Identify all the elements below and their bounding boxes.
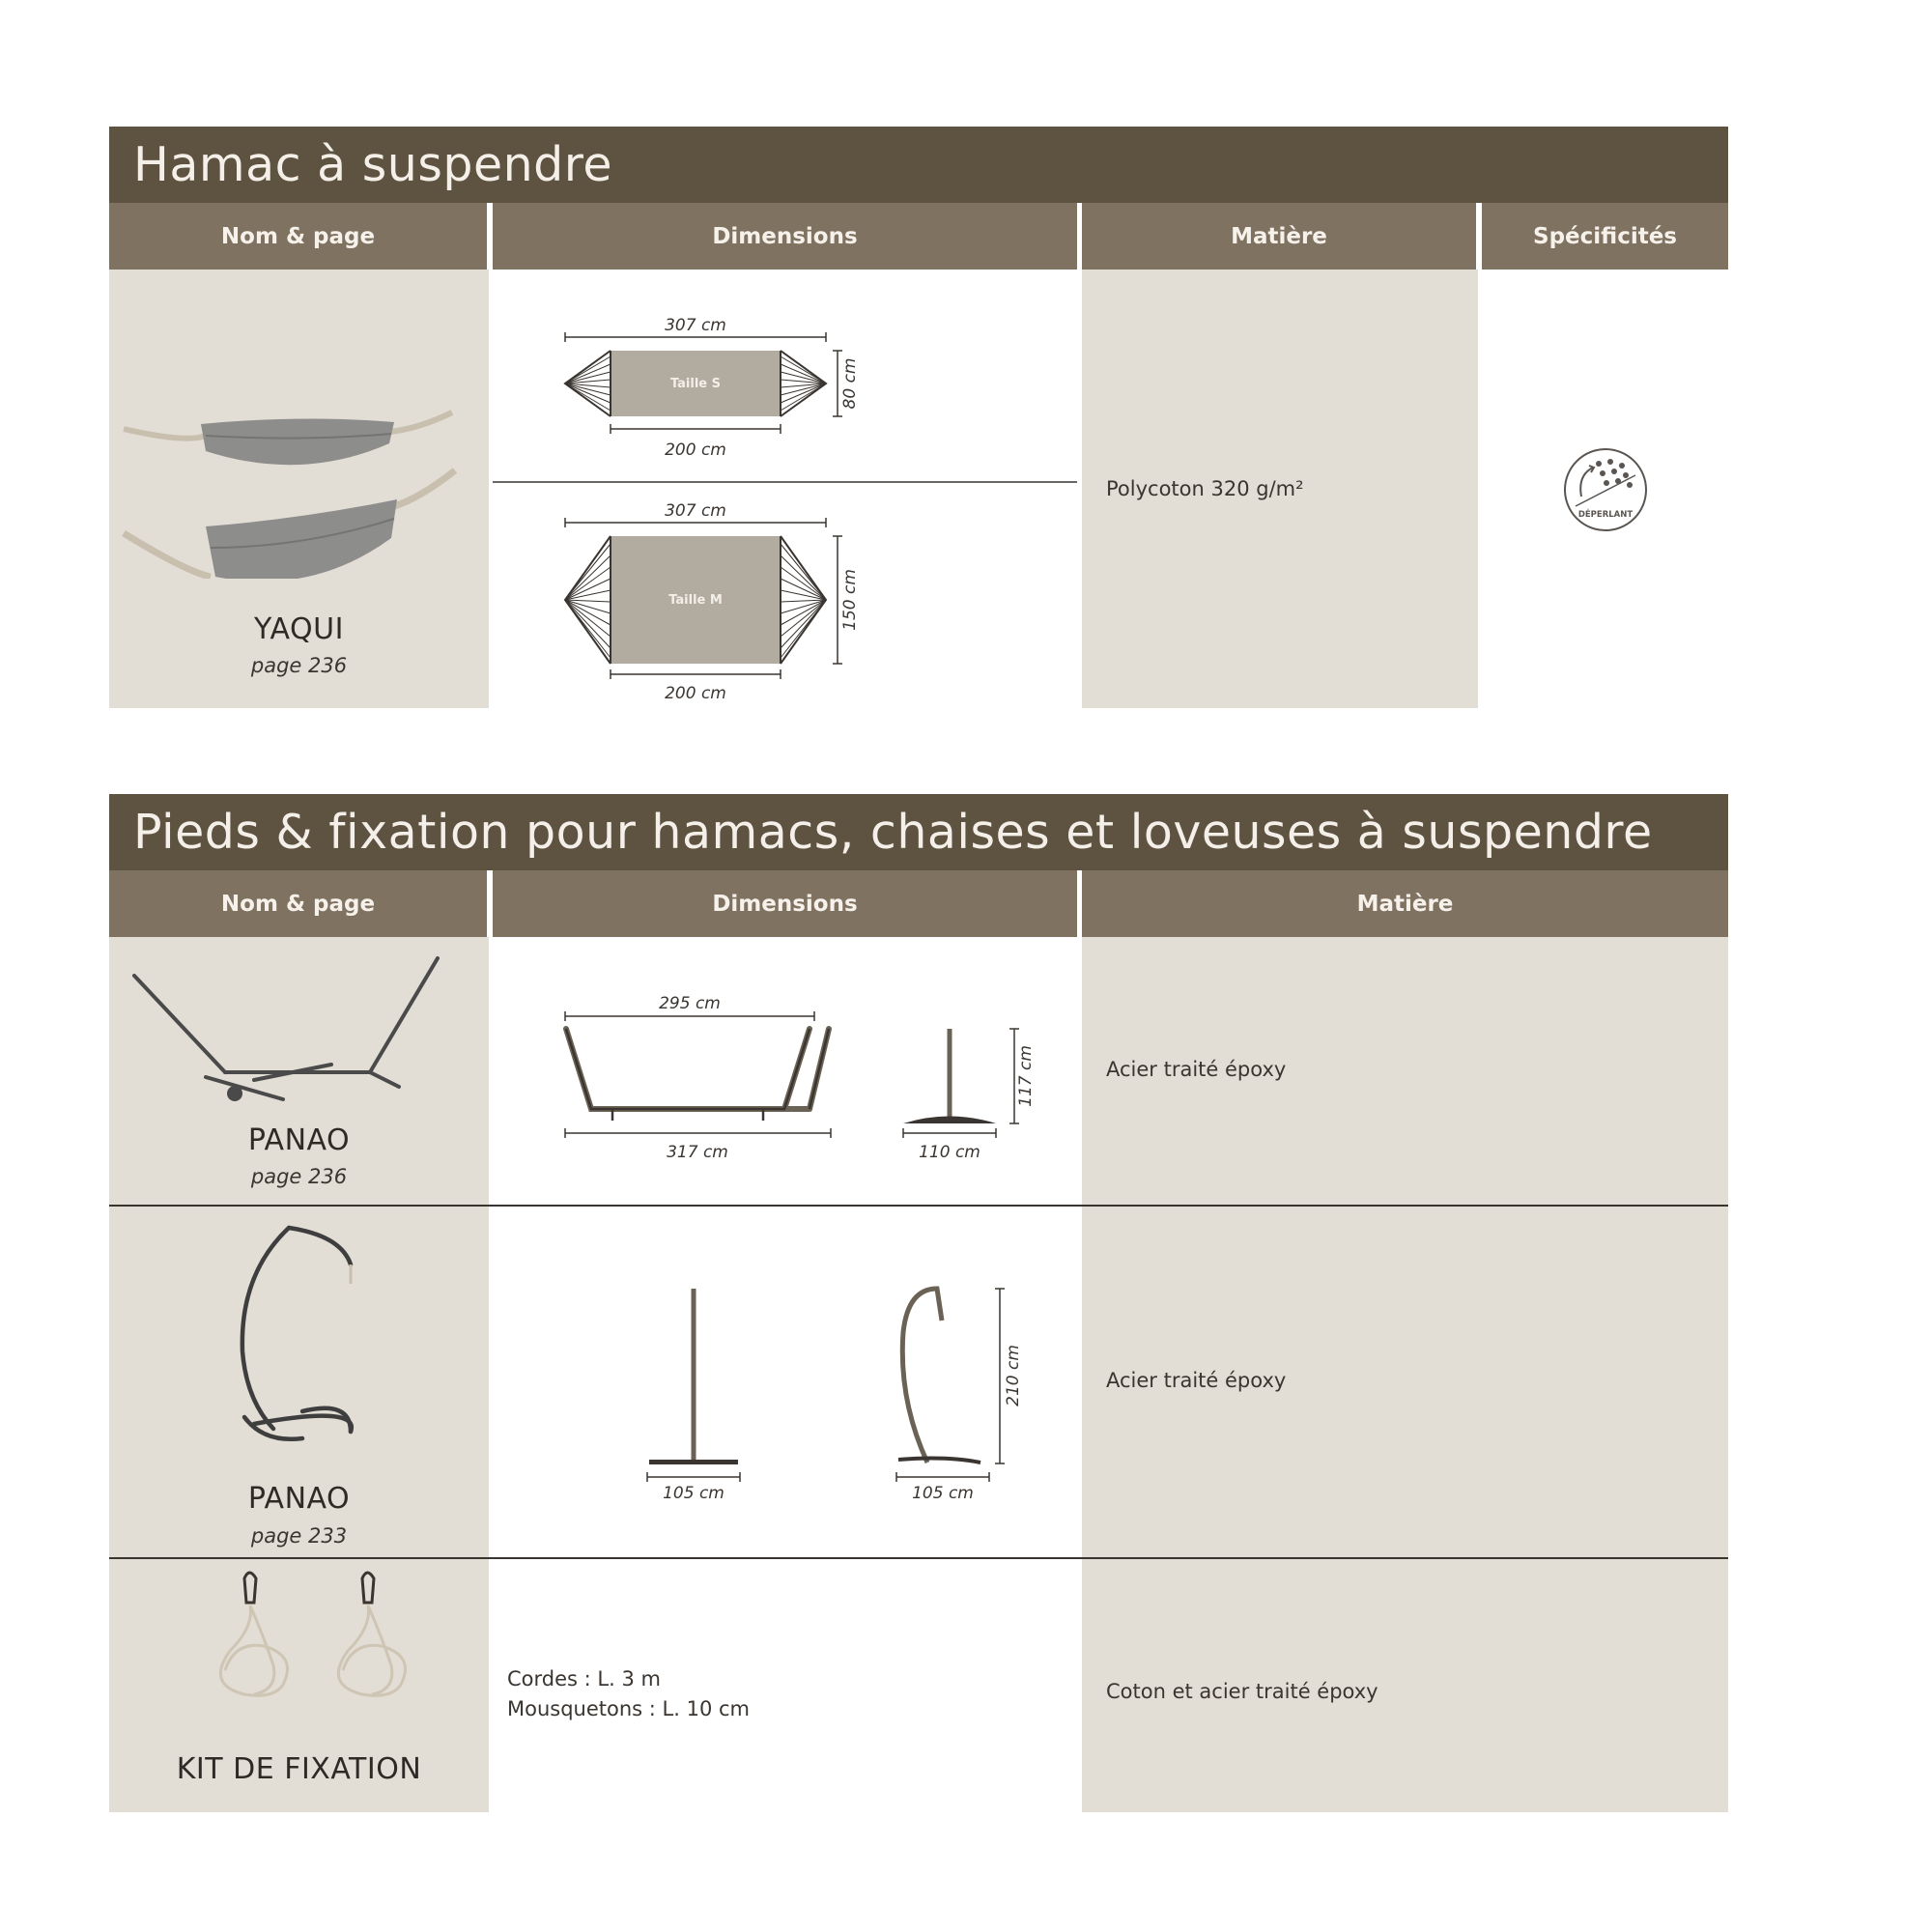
dim-side-width: 110 cm bbox=[919, 1143, 980, 1162]
diagram-size-s bbox=[565, 316, 860, 460]
dim-height: 117 cm bbox=[1016, 1045, 1036, 1107]
product-cell-kit-fixation bbox=[109, 1559, 489, 1812]
column-header-material: Matière bbox=[1082, 870, 1728, 937]
section-title-text: Hamac à suspendre bbox=[133, 137, 612, 192]
material-cell-kit-fixation bbox=[1082, 1559, 1728, 1812]
dimensions-cell-panao-233 bbox=[493, 1207, 1077, 1557]
product-name: PANAO bbox=[247, 1482, 351, 1516]
section-title-stands bbox=[109, 794, 1728, 870]
size-s-label: Taille S bbox=[669, 377, 722, 391]
product-page: page 236 bbox=[250, 1165, 348, 1188]
dim-bottom-length: 317 cm bbox=[667, 1143, 728, 1162]
material-cell-panao-236 bbox=[1082, 937, 1728, 1205]
chair-stand-image bbox=[109, 1207, 489, 1467]
dim-s-width: 80 cm bbox=[840, 357, 860, 410]
dim-s-total-length: 307 cm bbox=[665, 316, 726, 335]
material-text: Polycoton 320 g/m² bbox=[1106, 477, 1304, 500]
section-title-text: Pieds & fixation pour hamacs, chaises et loveuses à suspendre bbox=[133, 805, 1653, 860]
dim-s-body-length: 200 cm bbox=[665, 440, 726, 460]
product-name: YAQUI bbox=[254, 612, 344, 646]
dim-top-length: 295 cm bbox=[659, 994, 721, 1013]
product-cell-yaqui bbox=[109, 270, 489, 708]
material-text: Acier traité époxy bbox=[1106, 1369, 1287, 1392]
dim-m-body-length: 200 cm bbox=[665, 684, 726, 703]
column-header-dimensions: Dimensions bbox=[493, 870, 1077, 937]
dim-front-width: 105 cm bbox=[663, 1484, 724, 1503]
dimensions-cell-kit-fixation bbox=[493, 1559, 1077, 1812]
product-page: page 236 bbox=[250, 654, 348, 677]
hammock-dimension-diagrams bbox=[493, 270, 1077, 708]
product-name: PANAO bbox=[247, 1123, 351, 1157]
carabiner-rope-right bbox=[338, 1573, 405, 1695]
column-header-name: Nom & page bbox=[109, 203, 487, 270]
material-cell-panao-233 bbox=[1082, 1207, 1728, 1557]
dims-line-cords: Cordes : L. 3 m bbox=[507, 1667, 661, 1690]
water-repellent-icon bbox=[1562, 446, 1649, 533]
column-header-material: Matière bbox=[1082, 203, 1476, 270]
chair-stand-dimension-diagram bbox=[493, 1207, 1077, 1557]
size-m-label: Taille M bbox=[668, 593, 723, 608]
badge-text: DÉPERLANT bbox=[1577, 510, 1634, 520]
section-title-hammocks bbox=[109, 127, 1728, 203]
material-text: Coton et acier traité époxy bbox=[1106, 1680, 1378, 1703]
material-cell-yaqui bbox=[1082, 270, 1478, 708]
column-header-name: Nom & page bbox=[109, 870, 487, 937]
specs-cell-yaqui bbox=[1482, 270, 1728, 708]
stand-dimension-diagram bbox=[493, 937, 1077, 1205]
material-text: Acier traité époxy bbox=[1106, 1058, 1287, 1081]
dim-m-width: 150 cm bbox=[840, 569, 860, 631]
hammock-stand-image bbox=[109, 937, 489, 1130]
product-cell-panao-236 bbox=[109, 937, 489, 1205]
product-name: KIT DE FIXATION bbox=[176, 1752, 422, 1786]
dims-line-carabiners: Mousquetons : L. 10 cm bbox=[507, 1697, 750, 1720]
column-header-specs: Spécificités bbox=[1482, 203, 1728, 270]
product-cell-panao-233 bbox=[109, 1207, 489, 1557]
dimensions-cell-yaqui bbox=[493, 270, 1077, 708]
dim-side-width: 105 cm bbox=[912, 1484, 974, 1503]
diagram-size-m bbox=[565, 501, 860, 703]
dim-m-total-length: 307 cm bbox=[665, 501, 726, 521]
dimensions-cell-panao-236 bbox=[493, 937, 1077, 1205]
hammock-image bbox=[109, 327, 489, 579]
product-page: page 233 bbox=[250, 1524, 348, 1548]
fixation-kit-image bbox=[109, 1559, 489, 1733]
column-header-dimensions: Dimensions bbox=[493, 203, 1077, 270]
carabiner-rope-left bbox=[220, 1573, 287, 1695]
dim-height: 210 cm bbox=[1004, 1345, 1023, 1406]
